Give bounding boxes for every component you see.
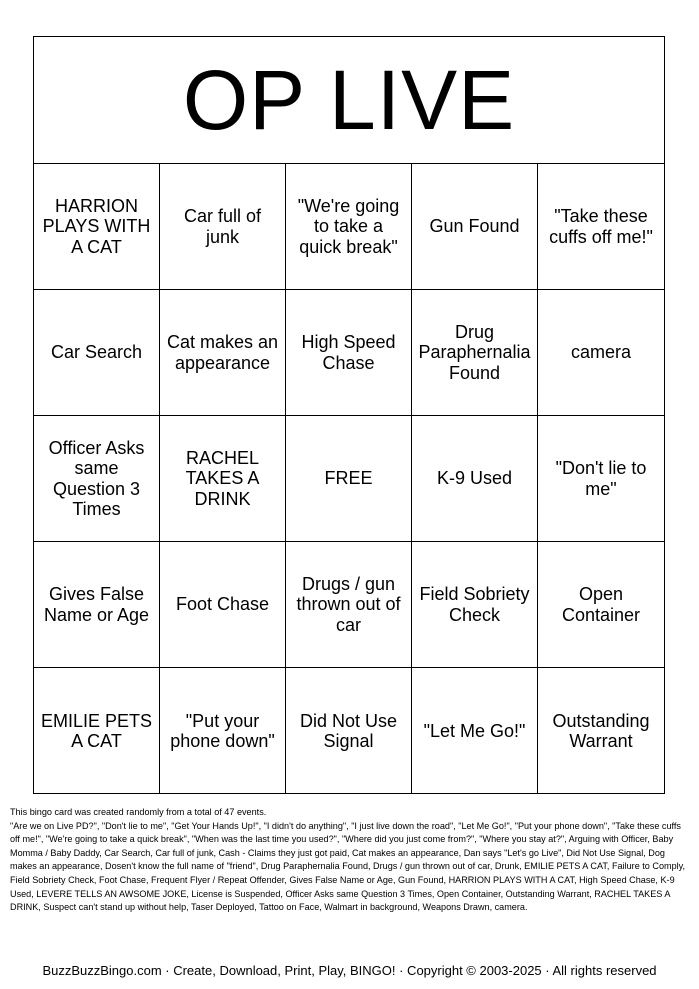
bingo-cell: EMILIE PETS A CAT <box>34 668 160 794</box>
events-summary: This bingo card was created randomly from a total of 47 events. <box>10 807 267 817</box>
bingo-cell: Car Search <box>34 290 160 416</box>
bingo-grid <box>34 164 664 794</box>
bingo-cell: "Don't lie to me" <box>538 416 664 542</box>
bingo-cell: Drug Paraphernalia Found <box>412 290 538 416</box>
bingo-card <box>33 36 665 794</box>
card-title: OP LIVE <box>34 37 664 164</box>
bingo-cell: Gives False Name or Age <box>34 542 160 668</box>
bingo-cell: "Put your phone down" <box>160 668 286 794</box>
bingo-cell: Car full of junk <box>160 164 286 290</box>
bingo-cell: Did Not Use Signal <box>286 668 412 794</box>
bingo-cell: Gun Found <box>412 164 538 290</box>
bingo-cell: Drugs / gun thrown out of car <box>286 542 412 668</box>
bingo-cell: K-9 Used <box>412 416 538 542</box>
free-cell: FREE <box>286 416 412 542</box>
events-info <box>10 806 690 915</box>
bingo-cell: Outstanding Warrant <box>552 710 650 751</box>
bingo-cell: "Take these cuffs off me!" <box>538 164 664 290</box>
bingo-cell: Cat makes an appearance <box>160 290 286 416</box>
bingo-cell: Officer Asks same Question 3 Times <box>34 416 160 542</box>
bingo-cell: Open Container <box>538 542 664 668</box>
bingo-cell: RACHEL TAKES A DRINK <box>160 416 286 542</box>
events-list: "Are we on Live PD?", "Don't lie to me", "Get Your Hands Up!", "I didn't do anything", "I just live down the road", "Let Me Go!", "Put your phone down", "Take these cuffs off me!", "We're going to take a quick break", "When was the last time you used?", "Where did you just come from?", "Where you stay at?", Arguing with Officer, Baby Momma / Baby Daddy, Car Search, Car full of junk, Cash - Claims they just got paid, Cat makes an appearance, Dan says "Let's go Live", Did Not Use Signal, Dog makes an appearance, Dosen't know the full name of "friend", Drug Paraphernalia Found, Drugs / gun thrown out of car, Drunk, EMILIE PETS A CAT, Failure to Comply, Field Sobriety Check, Foot Chase, Frequent Flyer / Repeat Offender, Gives False Name or Age, Gun Found, HARRION PLAYS WITH A CAT, High Speed Chase, K-9 Used, LEVERE TELLS AN AWSOME JOKE, License is Suspended, Officer Asks same Question 3 Times, Open Container, Outstanding Warrant, RACHEL TAKES A DRINK, Suspect can't stand up without help, Taser Deployed, Tattoo on Face, Walmart in background, Weapons Drawn, camera. <box>10 820 686 913</box>
footer-copyright: BuzzBuzzBingo.com · Create, Download, Print, Play, BINGO! · Copyright © 2003-2025 · All rights reserved <box>42 963 657 978</box>
bingo-cell: High Speed Chase <box>286 290 412 416</box>
bingo-cell: HARRION PLAYS WITH A CAT <box>34 164 160 290</box>
bingo-cell: Field Sobriety Check <box>412 542 538 668</box>
bingo-cell: camera <box>538 290 664 416</box>
bingo-cell: "We're going to take a quick break" <box>286 164 412 290</box>
bingo-cell: "Let Me Go!" <box>412 668 538 794</box>
bingo-cell: Foot Chase <box>160 542 286 668</box>
